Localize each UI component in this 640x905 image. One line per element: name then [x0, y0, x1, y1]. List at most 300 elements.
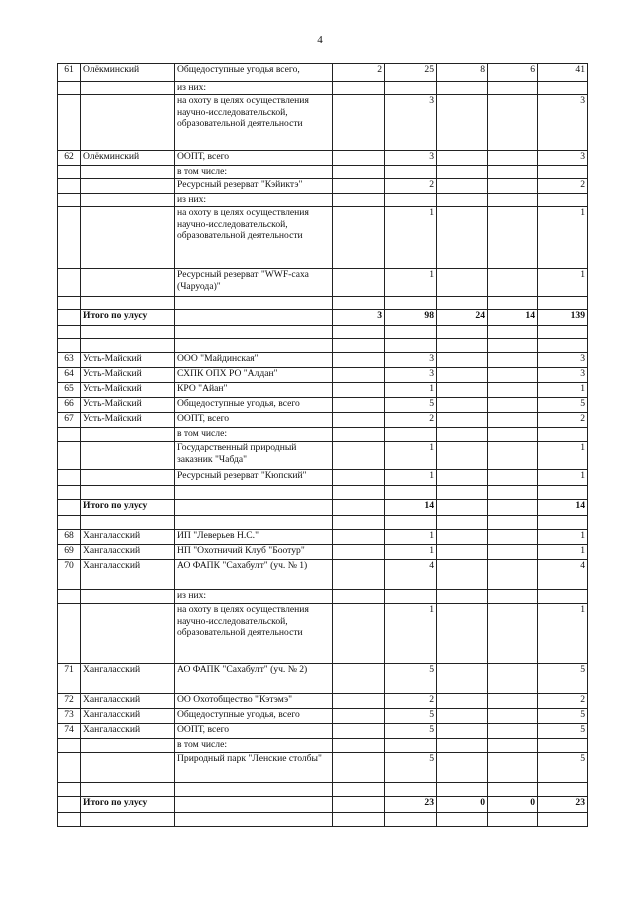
value-cell [488, 500, 538, 516]
table-row [58, 297, 588, 310]
value-cell [488, 82, 538, 95]
row-number-cell [58, 82, 81, 95]
value-cell [437, 428, 488, 442]
value-cell [333, 194, 385, 207]
row-number-cell [58, 783, 81, 797]
value-cell: 0 [488, 797, 538, 813]
row-number-cell [58, 326, 81, 339]
value-cell [437, 179, 488, 194]
value-cell [488, 709, 538, 724]
row-number-cell: 66 [58, 398, 81, 413]
category-cell: ООПТ, всего [175, 413, 333, 428]
value-cell [385, 739, 437, 753]
category-cell [175, 326, 333, 339]
category-cell [175, 310, 333, 326]
value-cell [437, 82, 488, 95]
value-cell [333, 560, 385, 590]
value-cell [385, 82, 437, 95]
value-cell [488, 516, 538, 530]
category-cell [175, 813, 333, 827]
district-cell [81, 486, 175, 500]
value-cell [538, 783, 588, 797]
district-cell: Хангаласский [81, 545, 175, 560]
row-number-cell: 64 [58, 368, 81, 383]
value-cell [333, 383, 385, 398]
value-cell [538, 486, 588, 500]
value-cell [488, 339, 538, 353]
value-cell [538, 428, 588, 442]
category-cell [175, 339, 333, 353]
value-cell [538, 82, 588, 95]
value-cell [488, 179, 538, 194]
value-cell [437, 500, 488, 516]
row-number-cell: 71 [58, 664, 81, 694]
value-cell: 25 [385, 64, 437, 82]
row-number-cell [58, 813, 81, 827]
value-cell: 5 [538, 753, 588, 783]
value-cell [385, 813, 437, 827]
district-cell [81, 783, 175, 797]
row-number-cell [58, 590, 81, 604]
row-number-cell: 68 [58, 530, 81, 545]
value-cell: 1 [538, 530, 588, 545]
value-cell [437, 297, 488, 310]
value-cell: 3 [538, 151, 588, 166]
row-number-cell [58, 95, 81, 151]
value-cell [437, 739, 488, 753]
value-cell [488, 545, 538, 560]
value-cell [385, 166, 437, 179]
table-row [58, 353, 588, 368]
row-number-cell [58, 486, 81, 500]
value-cell [488, 442, 538, 470]
value-cell [488, 560, 538, 590]
value-cell [437, 194, 488, 207]
category-cell: Общедоступные угодья всего, [175, 64, 333, 82]
value-cell: 5 [385, 398, 437, 413]
value-cell [488, 724, 538, 739]
value-cell: 3 [333, 310, 385, 326]
value-cell [333, 470, 385, 486]
district-cell [81, 339, 175, 353]
value-cell [333, 207, 385, 269]
value-cell [437, 326, 488, 339]
value-cell [333, 813, 385, 827]
value-cell: 1 [385, 604, 437, 664]
category-cell: КРО "Айан" [175, 383, 333, 398]
value-cell [333, 486, 385, 500]
value-cell [437, 151, 488, 166]
table-row [58, 590, 588, 604]
value-cell [488, 326, 538, 339]
value-cell [333, 590, 385, 604]
value-cell: 1 [385, 530, 437, 545]
table-row [58, 194, 588, 207]
table-row [58, 694, 588, 709]
district-cell [81, 82, 175, 95]
value-cell [437, 709, 488, 724]
table-row [58, 269, 588, 297]
value-cell [488, 413, 538, 428]
value-cell [437, 783, 488, 797]
district-cell [81, 813, 175, 827]
table-row [58, 470, 588, 486]
category-cell: в том числе: [175, 428, 333, 442]
district-cell: Усть-Майский [81, 353, 175, 368]
table-row [58, 724, 588, 739]
value-cell: 8 [437, 64, 488, 82]
value-cell [333, 783, 385, 797]
row-number-cell: 67 [58, 413, 81, 428]
district-cell: Хангаласский [81, 530, 175, 545]
category-cell: на охоту в целях осуществления научно-исследовательской, образовательной деятельности [175, 207, 333, 269]
category-cell: Общедоступные угодья, всего [175, 709, 333, 724]
row-number-cell [58, 269, 81, 297]
value-cell [488, 166, 538, 179]
value-cell [488, 590, 538, 604]
row-number-cell [58, 428, 81, 442]
value-cell: 1 [385, 269, 437, 297]
value-cell [538, 297, 588, 310]
value-cell [333, 179, 385, 194]
value-cell: 5 [385, 709, 437, 724]
value-cell [437, 664, 488, 694]
district-cell: Хангаласский [81, 694, 175, 709]
row-number-cell [58, 500, 81, 516]
value-cell [333, 368, 385, 383]
category-cell: из них: [175, 194, 333, 207]
value-cell [488, 664, 538, 694]
category-cell: в том числе: [175, 739, 333, 753]
value-cell [488, 470, 538, 486]
table-row [58, 413, 588, 428]
table-row [58, 560, 588, 590]
value-cell [488, 694, 538, 709]
value-cell: 3 [385, 95, 437, 151]
value-cell [538, 516, 588, 530]
value-cell: 2 [538, 179, 588, 194]
value-cell [437, 530, 488, 545]
row-number-cell [58, 194, 81, 207]
district-cell: Усть-Майский [81, 383, 175, 398]
value-cell: 5 [538, 709, 588, 724]
table-row [58, 207, 588, 269]
value-cell: 1 [538, 269, 588, 297]
district-cell: Усть-Майский [81, 398, 175, 413]
value-cell [437, 545, 488, 560]
row-number-cell [58, 179, 81, 194]
value-cell [488, 95, 538, 151]
value-cell [538, 590, 588, 604]
table-row [58, 813, 588, 827]
row-number-cell: 69 [58, 545, 81, 560]
value-cell [437, 95, 488, 151]
value-cell [385, 194, 437, 207]
value-cell [385, 326, 437, 339]
value-cell: 5 [385, 724, 437, 739]
value-cell [437, 694, 488, 709]
value-cell [333, 500, 385, 516]
row-number-cell [58, 739, 81, 753]
value-cell: 2 [333, 64, 385, 82]
value-cell [437, 560, 488, 590]
district-cell [81, 95, 175, 151]
district-cell [81, 604, 175, 664]
district-cell [81, 207, 175, 269]
value-cell [437, 442, 488, 470]
value-cell [437, 413, 488, 428]
category-cell: Ресурсный резерват "Кэйиктэ" [175, 179, 333, 194]
value-cell [488, 753, 538, 783]
value-cell: 4 [385, 560, 437, 590]
table-row [58, 398, 588, 413]
value-cell [488, 297, 538, 310]
value-cell [488, 739, 538, 753]
value-cell [488, 383, 538, 398]
page-number: 4 [317, 34, 323, 46]
value-cell [488, 207, 538, 269]
value-cell [333, 753, 385, 783]
district-cell: Хангаласский [81, 724, 175, 739]
value-cell [488, 428, 538, 442]
district-cell [81, 179, 175, 194]
district-cell [81, 194, 175, 207]
value-cell [333, 516, 385, 530]
value-cell [437, 724, 488, 739]
value-cell: 98 [385, 310, 437, 326]
row-number-cell: 74 [58, 724, 81, 739]
table-row [58, 95, 588, 151]
value-cell [385, 297, 437, 310]
value-cell: 5 [385, 664, 437, 694]
value-cell [385, 516, 437, 530]
value-cell: 0 [437, 797, 488, 813]
row-number-cell: 62 [58, 151, 81, 166]
row-number-cell [58, 166, 81, 179]
category-cell: ООПТ, всего [175, 724, 333, 739]
value-cell: 23 [538, 797, 588, 813]
category-cell: Ресурсный резерват "WWF-саха (Чаруода)" [175, 269, 333, 297]
category-cell: ОО Охотобщество "Кэтэмэ" [175, 694, 333, 709]
value-cell: 1 [385, 383, 437, 398]
table-row [58, 604, 588, 664]
value-cell [437, 470, 488, 486]
table-row [58, 82, 588, 95]
value-cell [538, 813, 588, 827]
value-cell: 3 [385, 353, 437, 368]
value-cell: 2 [538, 694, 588, 709]
category-cell: Общедоступные угодья, всего [175, 398, 333, 413]
value-cell: 2 [538, 413, 588, 428]
value-cell: 1 [385, 545, 437, 560]
value-cell: 2 [385, 694, 437, 709]
value-cell [333, 339, 385, 353]
value-cell [385, 486, 437, 500]
table-row [58, 64, 588, 82]
table-row [58, 545, 588, 560]
category-cell: ООО "Майдинская" [175, 353, 333, 368]
row-number-cell [58, 470, 81, 486]
category-cell [175, 486, 333, 500]
district-cell [81, 428, 175, 442]
value-cell [333, 428, 385, 442]
category-cell: на охоту в целях осуществления научно-исследовательской, образовательной деятельности [175, 604, 333, 664]
value-cell: 14 [538, 500, 588, 516]
district-cell [81, 326, 175, 339]
value-cell [437, 604, 488, 664]
row-number-cell [58, 339, 81, 353]
value-cell: 4 [538, 560, 588, 590]
district-cell [81, 739, 175, 753]
value-cell: 1 [385, 470, 437, 486]
value-cell [488, 368, 538, 383]
district-cell: Усть-Майский [81, 368, 175, 383]
table-row [58, 486, 588, 500]
value-cell: 5 [385, 753, 437, 783]
table-row [58, 516, 588, 530]
district-cell: Хангаласский [81, 560, 175, 590]
table-row [58, 753, 588, 783]
row-number-cell [58, 297, 81, 310]
value-cell [488, 604, 538, 664]
value-cell [333, 353, 385, 368]
category-cell: Природный парк "Ленские столбы" [175, 753, 333, 783]
table-row [58, 709, 588, 724]
value-cell [538, 166, 588, 179]
value-cell: 6 [488, 64, 538, 82]
value-cell [488, 151, 538, 166]
table-row [58, 530, 588, 545]
value-cell: 1 [385, 207, 437, 269]
row-number-cell [58, 753, 81, 783]
value-cell [437, 398, 488, 413]
category-cell: на охоту в целях осуществления научно-исследовательской, образовательной деятельности [175, 95, 333, 151]
value-cell [333, 95, 385, 151]
row-number-cell [58, 604, 81, 664]
value-cell: 3 [385, 368, 437, 383]
value-cell [488, 530, 538, 545]
value-cell [488, 783, 538, 797]
table-row [58, 500, 588, 516]
row-number-cell: 72 [58, 694, 81, 709]
table-row [58, 739, 588, 753]
row-number-cell [58, 310, 81, 326]
value-cell [488, 486, 538, 500]
value-cell: 1 [538, 442, 588, 470]
value-cell [333, 398, 385, 413]
value-cell: 23 [385, 797, 437, 813]
value-cell: 2 [385, 179, 437, 194]
district-cell: Итого по улусу [81, 797, 175, 813]
value-cell: 14 [488, 310, 538, 326]
value-cell [385, 339, 437, 353]
value-cell [437, 269, 488, 297]
row-number-cell [58, 207, 81, 269]
value-cell: 2 [385, 413, 437, 428]
value-cell [333, 709, 385, 724]
category-cell: АО ФАПК "Сахабулт" (уч. № 2) [175, 664, 333, 694]
value-cell [437, 590, 488, 604]
table-row [58, 442, 588, 470]
value-cell [385, 590, 437, 604]
row-number-cell: 65 [58, 383, 81, 398]
category-cell [175, 500, 333, 516]
district-cell [81, 297, 175, 310]
district-cell [81, 590, 175, 604]
district-cell: Хангаласский [81, 664, 175, 694]
district-cell [81, 269, 175, 297]
row-number-cell [58, 516, 81, 530]
value-cell [385, 783, 437, 797]
value-cell: 41 [538, 64, 588, 82]
value-cell [437, 353, 488, 368]
district-cell: Олёкминский [81, 151, 175, 166]
category-cell: ИП "Леверьев Н.С." [175, 530, 333, 545]
category-cell [175, 783, 333, 797]
row-number-cell [58, 442, 81, 470]
value-cell: 3 [538, 368, 588, 383]
category-cell: Ресурсный резерват "Кюпский" [175, 470, 333, 486]
district-cell [81, 442, 175, 470]
value-cell [333, 297, 385, 310]
value-cell: 24 [437, 310, 488, 326]
value-cell [333, 694, 385, 709]
value-cell [488, 813, 538, 827]
category-cell: из них: [175, 82, 333, 95]
category-cell [175, 797, 333, 813]
value-cell [333, 530, 385, 545]
value-cell [333, 326, 385, 339]
table-row [58, 797, 588, 813]
district-cell [81, 470, 175, 486]
table-row [58, 783, 588, 797]
value-cell: 3 [385, 151, 437, 166]
value-cell [538, 339, 588, 353]
category-cell: ООПТ, всего [175, 151, 333, 166]
value-cell [333, 724, 385, 739]
category-cell [175, 516, 333, 530]
row-number-cell [58, 797, 81, 813]
value-cell [333, 545, 385, 560]
district-cell [81, 166, 175, 179]
table-row [58, 664, 588, 694]
value-cell [333, 664, 385, 694]
category-cell: НП "Охотничий Клуб "Боотур" [175, 545, 333, 560]
district-cell [81, 516, 175, 530]
value-cell: 5 [538, 664, 588, 694]
category-cell: АО ФАПК "Сахабулт" (уч. № 1) [175, 560, 333, 590]
value-cell [437, 383, 488, 398]
table-row [58, 179, 588, 194]
value-cell [333, 442, 385, 470]
value-cell [437, 207, 488, 269]
value-cell [437, 486, 488, 500]
table-row [58, 428, 588, 442]
value-cell: 14 [385, 500, 437, 516]
row-number-cell: 70 [58, 560, 81, 590]
value-cell [538, 739, 588, 753]
category-cell [175, 297, 333, 310]
hunting-grounds-table [57, 63, 588, 827]
category-cell: из них: [175, 590, 333, 604]
value-cell [488, 398, 538, 413]
value-cell: 1 [538, 470, 588, 486]
value-cell [488, 269, 538, 297]
value-cell [437, 339, 488, 353]
value-cell: 1 [385, 442, 437, 470]
table-row [58, 383, 588, 398]
district-cell: Итого по улусу [81, 310, 175, 326]
